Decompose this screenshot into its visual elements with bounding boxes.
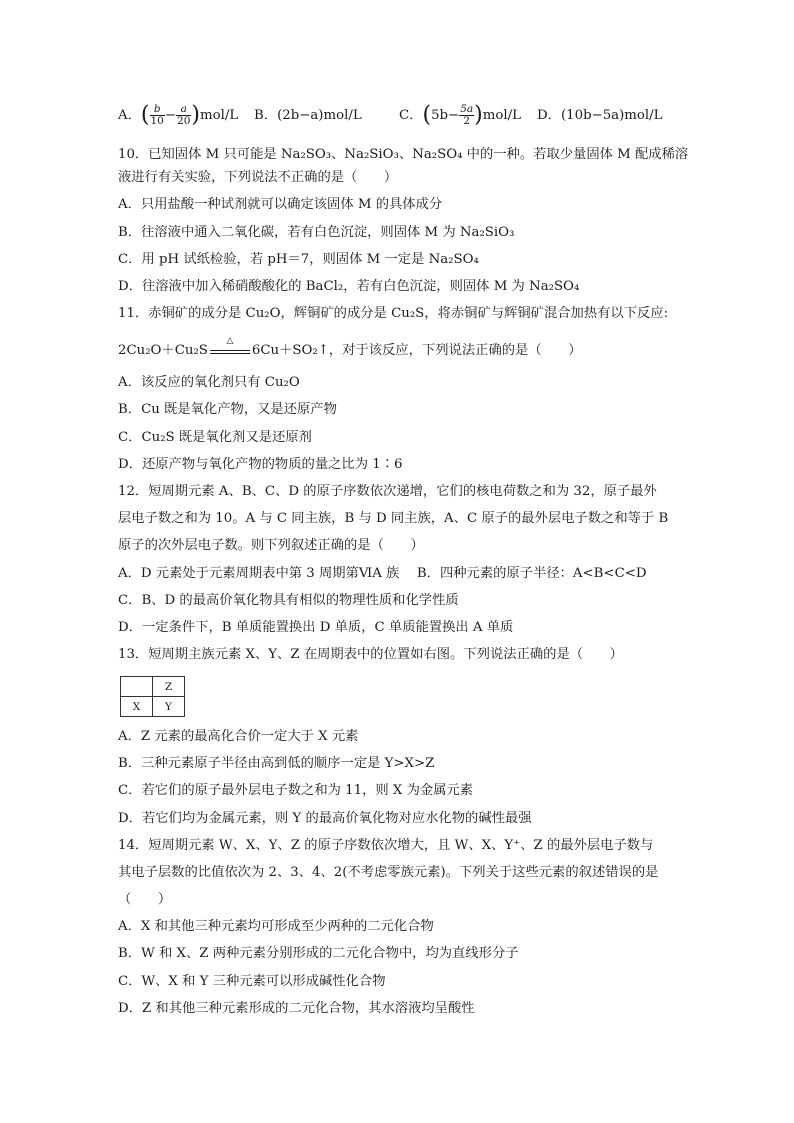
q14-option-c: C．W、X 和 Y 三种元素可以形成碱性化合物 [118, 974, 386, 989]
q14-stem-line2: 其电子层数的比值依次为 2、3、4、2(不考虑零族元素)。下列关于这些元素的叙述错误的是 [118, 865, 659, 880]
q12-stem-line2: 层电子数之和为 10。A 与 C 同主族，B 与 D 同主族，A、C 原子的最外层电子数之和等于 B [118, 511, 669, 526]
q12-option-ab: A．D 元素处于元素周期表中第 3 周期第ⅥA 族 B．四种元素的原子半径：A<B<C<D [118, 566, 647, 581]
q14-option-d: D．Z 和其他三种元素形成的二元化合物，其水溶液均呈酸性 [118, 1001, 475, 1016]
q11-eq-right: 6Cu＋SO₂↑，对于该反应，下列说法正确的是（ ） [251, 343, 582, 358]
q9-a-frac1: $\frac{b}{10}$ [150, 103, 164, 127]
q10-option-c: C．用 pH 试纸检验，若 pH＝7，则固体 M 一定是 Na₂SO₄ [118, 252, 479, 267]
q11-equation [118, 335, 678, 362]
q10-stem-line1: 10．已知固体 M 只可能是 Na₂SO₃、Na₂SiO₃、Na₂SO₄ 中的一种。若取少量固体 M 配成稀溶 [118, 147, 689, 162]
q12-stem-line3: 原子的次外层电子数。则下列叙述正确的是（ ） [118, 538, 424, 553]
pt-cell: Z [153, 677, 185, 697]
q9-option-a: A．( $\frac{b}{10}$ − $\frac{a}{20}$ )mol/L [118, 102, 239, 128]
pt-cell: Y [153, 697, 185, 717]
q9-option-d: D．(10b−5a)mol/L [537, 108, 663, 123]
q10-stem-line2: 液进行有关实验，下列说法不正确的是（ ） [118, 170, 398, 185]
q12-stem-line1: 12．短周期元素 A、B、C、D 的原子序数依次递增，它们的核电荷数之和为 32，原子最外 [118, 484, 657, 499]
pt-cell [121, 677, 153, 697]
q9-options [118, 103, 678, 129]
q14-stem-line3: （ ） [118, 892, 172, 907]
q13-option-d: D．若它们均为金属元素，则 Y 的最高价氧化物对应水化物的碱性最强 [118, 811, 532, 826]
q13-stem-line1: 13．短周期主族元素 X、Y、Z 在周期表中的位置如右图。下列说法正确的是（ ） [118, 647, 623, 662]
q13-option-b: B．三种元素原子半径由高到低的顺序一定是 Y>X>Z [118, 756, 435, 771]
q12-option-c: C．B、D 的最高价氧化物具有相似的物理性质和化学性质 [118, 593, 459, 608]
q10-option-d: D．往溶液中加入稀硝酸酸化的 BaCl₂，若有白色沉淀，则固体 M 为 Na₂SO₄ [118, 279, 580, 294]
q10-option-a: A．只用盐酸一种试剂就可以确定该固体 M 的具体成分 [118, 197, 443, 212]
q9-c-frac: $\frac{5a}{2}$ [460, 103, 474, 127]
q11-option-c: C．Cu₂S 既是氧化剂又是还原剂 [118, 430, 312, 445]
q11-option-b: B．Cu 既是氧化产物，又是还原产物 [118, 402, 337, 417]
q11-option-a: A．该反应的氧化剂只有 Cu₂O [118, 375, 300, 390]
q12-option-d: D．一定条件下，B 单质能置换出 D 单质，C 单质能置换出 A 单质 [118, 620, 514, 635]
q9-a-frac2: $\frac{a}{20}$ [177, 103, 191, 127]
q14-option-a: A．X 和其他三种元素均可形成至少两种的二元化合物 [118, 919, 434, 934]
q10-option-b: B．往溶液中通入二氧化碳，若有白色沉淀，则固体 M 为 Na₂SiO₃ [118, 225, 515, 240]
q11-stem-line1: 11．赤铜矿的成分是 Cu₂O，辉铜矿的成分是 Cu₂S，将赤铜矿与辉铜矿混合加热有以下反应: [118, 306, 669, 321]
q13-option-a: A．Z 元素的最高化合价一定大于 X 元素 [118, 729, 359, 744]
q11-option-d: D．还原产物与氧化产物的物质的量之比为 1∶6 [118, 457, 403, 472]
q11-eq-left: 2Cu₂O＋Cu₂S [118, 343, 208, 358]
q9-option-b: B．(2b−a)mol/L [254, 108, 362, 123]
q9-option-a-label: A． [118, 108, 141, 123]
q9-option-c: C．(5b− $\frac{5a}{2}$ )mol/L [399, 102, 521, 128]
q14-option-b: B．W 和 X、Z 两种元素分别形成的二元化合物中，均为直线形分子 [118, 946, 519, 961]
periodic-table-fragment [120, 676, 185, 717]
q11-equals-sign [210, 335, 250, 356]
q13-option-c: C．若它们的原子最外层电子数之和为 11，则 X 为金属元素 [118, 783, 474, 798]
q14-stem-line1: 14．短周期元素 W、X、Y、Z 的原子序数依次增大，且 W、X、Y⁺、Z 的最外层电子数与 [118, 838, 654, 853]
heat-triangle-icon: △ [226, 335, 234, 346]
pt-cell: X [121, 697, 153, 717]
